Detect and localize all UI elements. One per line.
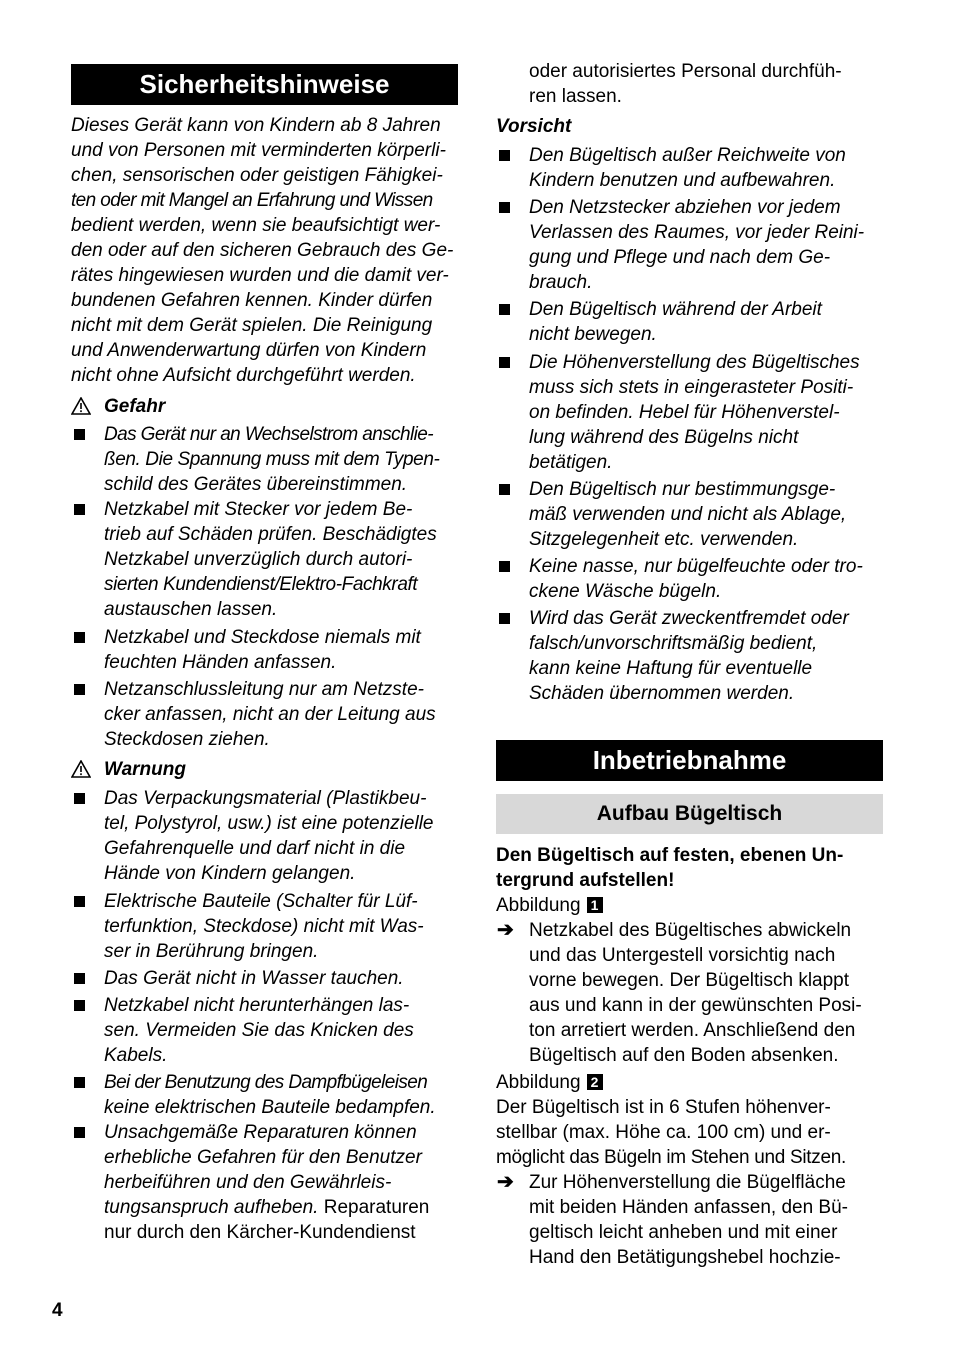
text-line: falsch/unvorschriftsmäßig bedient,: [529, 633, 818, 654]
arrow-right-icon: ➔: [497, 1171, 514, 1193]
list-item: [496, 554, 883, 604]
list-item: [496, 350, 883, 475]
square-bullet-icon: [499, 561, 510, 572]
text-line: und Anwenderwartung dürfen von Kindern: [71, 340, 427, 361]
text-fragment: tungsanspruch aufheben.: [104, 1197, 319, 1218]
figure-number-badge: 1: [587, 897, 603, 913]
list-item: [71, 889, 458, 964]
text-line: aus und kann in der gewünschten Posi-: [529, 995, 862, 1016]
step-item: [496, 918, 883, 1068]
warning-triangle-icon: [71, 397, 91, 415]
text-line: Netzanschlussleitung nur am Netzste-: [104, 679, 424, 700]
list-item: [496, 606, 883, 706]
square-bullet-icon: [74, 684, 85, 695]
text-line: bedient werden, wenn sie beaufsichtigt wer-: [71, 215, 441, 236]
warning-label: Warnung: [104, 759, 186, 780]
square-bullet-icon: [74, 973, 85, 984]
text-line: lung während des Bügelns nicht: [529, 427, 799, 448]
bold-instruction: [496, 843, 883, 893]
text-line: feuchten Händen anfassen.: [104, 652, 337, 673]
square-bullet-icon: [74, 1127, 85, 1138]
square-bullet-icon: [74, 632, 85, 643]
text-line: nur durch den Kärcher-Kundendienst: [104, 1222, 416, 1243]
text-line: Verlassen des Raumes, vor jeder Reini-: [529, 222, 865, 243]
text-line: Sitzgelegenheit etc. verwenden.: [529, 529, 799, 550]
text-line: Den Bügeltisch außer Reichweite von: [529, 145, 846, 166]
text-line: betätigen.: [529, 452, 613, 473]
text-line: Kabels.: [104, 1045, 168, 1066]
list-item: [496, 477, 883, 552]
text-line: trieb auf Schäden prüfen. Beschädigtes: [104, 524, 437, 545]
list-item: [71, 966, 458, 991]
text-line: Bei der Benutzung des Dampfbügeleisen: [104, 1072, 428, 1093]
square-bullet-icon: [499, 304, 510, 315]
square-bullet-icon: [499, 202, 510, 213]
text-line: sierten Kundendienst/Elektro-Fachkraft: [104, 574, 418, 595]
list-item: [496, 297, 883, 347]
text-line: geltisch leicht anheben und mit einer: [529, 1222, 838, 1243]
text-line: Wird das Gerät zweckentfremdet oder: [529, 608, 849, 629]
text-line: vorne bewegen. Der Bügeltisch klappt: [529, 970, 850, 991]
text-line: cker anfassen, nicht an der Leitung aus: [104, 704, 436, 725]
figure-reference: [496, 1070, 883, 1095]
text-line: muss sich stets in eingerasteter Positi-: [529, 377, 854, 398]
text-line: brauch.: [529, 272, 593, 293]
text-line: ren lassen.: [529, 86, 622, 107]
text-line: on befinden. Hebel für Höhenverstel-: [529, 402, 840, 423]
text-line: Hand den Betätigungshebel hochzie-: [529, 1247, 841, 1268]
page-number: 4: [52, 1300, 63, 1321]
warning-heading: [71, 757, 458, 782]
square-bullet-icon: [74, 1077, 85, 1088]
list-item: [71, 677, 458, 752]
caution-label: Vorsicht: [496, 116, 572, 137]
text-line: ton arretiert werden. Anschließend den: [529, 1020, 856, 1041]
text-line: Die Höhenverstellung des Bügeltisches: [529, 352, 860, 373]
text-line: bundenen Gefahren kennen. Kinder dürfen: [71, 290, 433, 311]
text-line: ckene Wäsche bügeln.: [529, 581, 722, 602]
list-item: [71, 786, 458, 886]
list-item: [71, 625, 458, 675]
list-item: [71, 1070, 458, 1120]
text-line: kann keine Haftung für eventuelle: [529, 658, 813, 679]
text-line: möglicht das Bügeln im Stehen und Sitzen.: [496, 1147, 846, 1168]
text-line: herbeiführen und den Gewährleis-: [104, 1172, 392, 1193]
text-line: Der Bügeltisch ist in 6 Stufen höhenver-: [496, 1097, 831, 1118]
text-line: Das Verpackungsmaterial (Plastikbeu-: [104, 788, 427, 809]
text-line: Das Gerät nur an Wechselstrom anschlie-: [104, 424, 433, 445]
text-line: nicht mit dem Gerät spielen. Die Reinigung: [71, 315, 433, 336]
square-bullet-icon: [74, 1000, 85, 1011]
square-bullet-icon: [499, 357, 510, 368]
text-line: erhebliche Gefahren für den Benutzer: [104, 1147, 422, 1168]
text-line: nicht bewegen.: [529, 324, 657, 345]
text-line: chen, sensorischen oder geistigen Fähigkei-: [71, 165, 443, 186]
list-item: [71, 497, 458, 622]
text-line: Den Bügeltisch auf festen, ebenen Un-: [496, 845, 844, 866]
list-item: [71, 1120, 458, 1245]
list-item: [71, 422, 458, 497]
section-heading-startup: Inbetriebnahme: [496, 740, 883, 781]
text-line: Netzkabel und Steckdose niemals mit: [104, 627, 421, 648]
square-bullet-icon: [499, 150, 510, 161]
text-line: Hände von Kindern gelangen.: [104, 863, 356, 884]
text-line: stellbar (max. Höhe ca. 100 cm) und er-: [496, 1122, 831, 1143]
danger-heading: [71, 394, 458, 419]
text-line: Netzkabel mit Stecker vor jedem Be-: [104, 499, 413, 520]
text-line: schild des Gerätes übereinstimmen.: [104, 474, 408, 495]
text-line: Unsachgemäße Reparaturen können: [104, 1122, 417, 1143]
square-bullet-icon: [74, 793, 85, 804]
text-line: gung und Pflege und nach dem Ge-: [529, 247, 831, 268]
square-bullet-icon: [74, 504, 85, 515]
text-line: mit beiden Händen anfassen, den Bü-: [529, 1197, 848, 1218]
text-line: austauschen lassen.: [104, 599, 278, 620]
text-line: oder autorisiertes Personal durchfüh-: [529, 61, 842, 82]
text-line: Netzkabel des Bügeltisches abwickeln: [529, 920, 852, 941]
warning-triangle-icon: [71, 760, 91, 778]
arrow-right-icon: ➔: [497, 919, 514, 941]
text-line: Das Gerät nicht in Wasser tauchen.: [104, 968, 404, 989]
figure-label: Abbildung: [496, 895, 581, 916]
text-line: sen. Vermeiden Sie das Knicken des: [104, 1020, 414, 1041]
text-line: Elektrische Bauteile (Schalter für Lüf-: [104, 891, 418, 912]
text-line: den oder auf den sicheren Gebrauch des Ge-: [71, 240, 454, 261]
text-line: Den Netzstecker abziehen vor jedem: [529, 197, 841, 218]
square-bullet-icon: [499, 484, 510, 495]
text-line: rätes hingewiesen wurden und die damit ver-: [71, 265, 449, 286]
text-line: mäß verwenden und nicht als Ablage,: [529, 504, 847, 525]
figure-number-badge: 2: [587, 1074, 603, 1090]
figure-label: Abbildung: [496, 1072, 581, 1093]
text-line: Keine nasse, nur bügelfeuchte oder tro-: [529, 556, 863, 577]
text-line: und von Personen mit verminderten körperli-: [71, 140, 446, 161]
figure-reference: [496, 893, 883, 918]
text-line: tel, Polystyrol, usw.) ist eine potenzielle: [104, 813, 434, 834]
list-item: [71, 993, 458, 1068]
text-line: nicht ohne Aufsicht durchgeführt werden.: [71, 365, 416, 386]
danger-label: Gefahr: [104, 396, 166, 417]
text-line: ten oder mit Mangel an Erfahrung und Wissen: [71, 190, 433, 211]
text-line: Schäden übernommen werden.: [529, 683, 795, 704]
text-line: ser in Berührung bringen.: [104, 941, 319, 962]
text-line: Zur Höhenverstellung die Bügelfläche: [529, 1172, 846, 1193]
text-fragment: Reparaturen: [318, 1197, 430, 1218]
text-line: ßen. Die Spannung muss mit dem Typen-: [104, 449, 440, 470]
text-line: Netzkabel nicht herunterhängen las-: [104, 995, 410, 1016]
text-line: Bügeltisch auf den Boden absenken.: [529, 1045, 839, 1066]
text-line: Kindern benutzen und aufbewahren.: [529, 170, 836, 191]
text-line: keine elektrischen Bauteile bedampfen.: [104, 1097, 436, 1118]
text-line: tergrund aufstellen!: [496, 870, 675, 891]
step-item: [496, 1170, 883, 1270]
list-item: [496, 143, 883, 193]
subsection-heading: Aufbau Bügeltisch: [496, 794, 883, 834]
text-line: Dieses Gerät kann von Kindern ab 8 Jahren: [71, 115, 441, 136]
text-line: Den Bügeltisch während der Arbeit: [529, 299, 822, 320]
text-line: Netzkabel unverzüglich durch autori-: [104, 549, 413, 570]
text-line: terfunktion, Steckdose) nicht mit Was-: [104, 916, 424, 937]
continued-text: [496, 59, 883, 109]
paragraph: [496, 1095, 883, 1170]
text-line: Steckdosen ziehen.: [104, 729, 270, 750]
square-bullet-icon: [74, 896, 85, 907]
intro-paragraph: [71, 113, 458, 388]
text-line: Gefahrenquelle und darf nicht in die: [104, 838, 406, 859]
text-line: Den Bügeltisch nur bestimmungsge-: [529, 479, 836, 500]
square-bullet-icon: [74, 429, 85, 440]
square-bullet-icon: [499, 613, 510, 624]
list-item: [496, 195, 883, 295]
text-line: und das Untergestell vorsichtig nach: [529, 945, 836, 966]
section-heading-safety: Sicherheitshinweise: [71, 64, 458, 105]
